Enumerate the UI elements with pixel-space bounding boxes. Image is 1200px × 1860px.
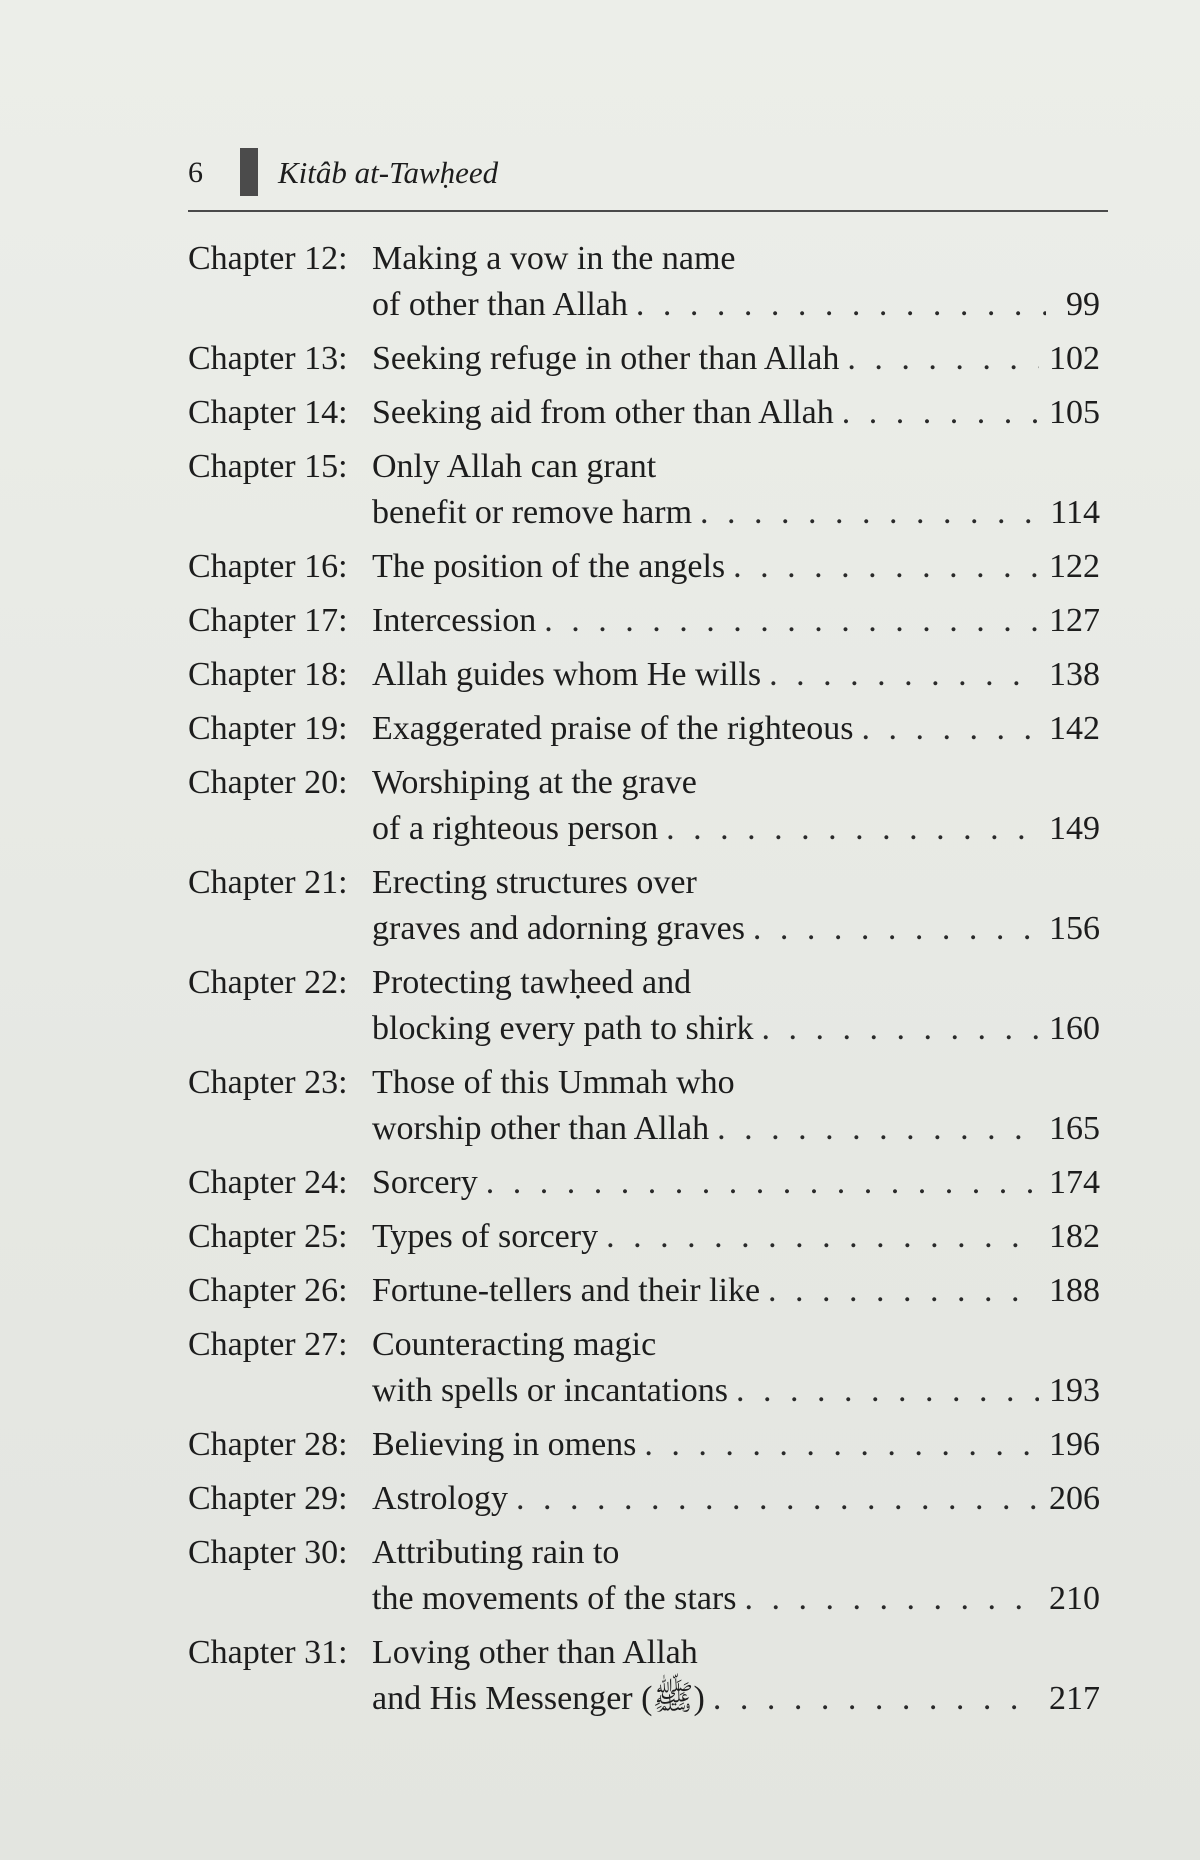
toc-line — [188, 390, 1100, 436]
page-reference: 188 — [1049, 1272, 1100, 1309]
toc-line — [188, 1630, 1100, 1676]
toc-entry — [188, 1322, 1100, 1414]
page-reference: 196 — [1049, 1426, 1100, 1463]
page-reference: 182 — [1049, 1218, 1100, 1255]
chapter-label: Chapter 17: — [188, 602, 348, 639]
page-reference: 122 — [1049, 548, 1100, 585]
toc-continuation-line — [188, 1006, 1100, 1052]
chapter-title: Fortune-tellers and their like — [372, 1272, 761, 1309]
dot-leader — [700, 490, 1040, 536]
book-title: Kitâb at-Tawḥeed — [278, 155, 499, 190]
dot-leader — [744, 1576, 1039, 1622]
chapter-title: Believing in omens — [372, 1426, 637, 1463]
toc-entry — [188, 1060, 1100, 1152]
toc-line — [188, 336, 1100, 382]
chapter-title: Astrology — [372, 1480, 508, 1517]
page-reference: 174 — [1049, 1164, 1100, 1201]
toc-line — [188, 1060, 1100, 1106]
dot-leader — [861, 706, 1039, 752]
toc-entry — [188, 1530, 1100, 1622]
chapter-label: Chapter 31: — [188, 1634, 348, 1671]
chapter-title: Making a vow in the name — [372, 240, 736, 277]
toc-entry — [188, 1630, 1100, 1722]
toc-entry — [188, 336, 1100, 382]
chapter-title-continuation: and His Messenger (ﷺ) — [372, 1680, 705, 1717]
chapter-title-continuation: benefit or remove harm — [372, 494, 693, 531]
toc-line — [188, 598, 1100, 644]
dot-leader — [713, 1676, 1039, 1722]
toc-entry — [188, 1160, 1100, 1206]
page-reference: 193 — [1049, 1372, 1100, 1409]
chapter-label: Chapter 16: — [188, 548, 348, 585]
chapter-title-continuation: graves and adorning graves — [372, 910, 745, 947]
chapter-title: Counteracting magic — [372, 1326, 657, 1363]
chapter-label: Chapter 13: — [188, 340, 348, 377]
toc-entry — [188, 706, 1100, 752]
dot-leader — [761, 1006, 1039, 1052]
page-reference: 102 — [1049, 340, 1100, 377]
page-reference: 210 — [1049, 1580, 1100, 1617]
chapter-title: Attributing rain to — [372, 1534, 620, 1571]
toc-line — [188, 1322, 1100, 1368]
chapter-title-continuation: the movements of the stars — [372, 1580, 737, 1617]
toc-line — [188, 960, 1100, 1006]
toc-line — [188, 544, 1100, 590]
toc-continuation-line — [188, 1368, 1100, 1414]
chapter-title: Worshiping at the grave — [372, 764, 697, 801]
chapter-label: Chapter 28: — [188, 1426, 348, 1463]
toc-line — [188, 1476, 1100, 1522]
toc-entry — [188, 236, 1100, 328]
chapter-title: Allah guides whom He wills — [372, 656, 762, 693]
toc-entry — [188, 1268, 1100, 1314]
chapter-title-continuation: of a righteous person — [372, 810, 659, 847]
toc-line — [188, 760, 1100, 806]
toc-entry — [188, 598, 1100, 644]
chapter-title-continuation: of other than Allah — [372, 286, 628, 323]
chapter-title: Protecting tawḥeed and — [372, 964, 692, 1001]
toc-line — [188, 1160, 1100, 1206]
dot-leader — [717, 1106, 1039, 1152]
page-reference: 149 — [1049, 810, 1100, 847]
chapter-title: Types of sorcery — [372, 1218, 599, 1255]
chapter-title: Loving other than Allah — [372, 1634, 698, 1671]
toc-entry — [188, 860, 1100, 952]
page-reference: 217 — [1049, 1680, 1100, 1717]
dot-leader — [753, 906, 1039, 952]
chapter-label: Chapter 24: — [188, 1164, 348, 1201]
dot-leader — [516, 1476, 1039, 1522]
toc-line — [188, 1268, 1100, 1314]
toc-entry — [188, 1476, 1100, 1522]
chapter-title: Intercession — [372, 602, 537, 639]
running-head-bar — [240, 148, 258, 196]
page-reference: 206 — [1049, 1480, 1100, 1517]
dot-leader — [768, 1268, 1039, 1314]
toc-line — [188, 1214, 1100, 1260]
chapter-label: Chapter 20: — [188, 764, 348, 801]
page-reference: 160 — [1049, 1010, 1100, 1047]
chapter-title: The position of the angels — [372, 548, 726, 585]
toc-entry — [188, 760, 1100, 852]
toc-continuation-line — [188, 906, 1100, 952]
toc-line — [188, 706, 1100, 752]
toc-entry — [188, 390, 1100, 436]
dot-leader — [733, 544, 1039, 590]
chapter-title: Exaggerated praise of the righteous — [372, 710, 854, 747]
toc-continuation-line — [188, 806, 1100, 852]
page-reference: 99 — [1066, 286, 1100, 323]
page-reference: 156 — [1049, 910, 1100, 947]
toc-line — [188, 1422, 1100, 1468]
chapter-label: Chapter 26: — [188, 1272, 348, 1309]
toc-entry — [188, 544, 1100, 590]
chapter-title: Only Allah can grant — [372, 448, 657, 485]
chapter-label: Chapter 15: — [188, 448, 348, 485]
chapter-title: Seeking refuge in other than Allah — [372, 340, 840, 377]
chapter-label: Chapter 23: — [188, 1064, 348, 1101]
table-of-contents — [188, 236, 1100, 1730]
toc-entry — [188, 652, 1100, 698]
page-reference: 142 — [1049, 710, 1100, 747]
chapter-label: Chapter 12: — [188, 240, 348, 277]
page-reference: 114 — [1050, 494, 1100, 531]
dot-leader — [544, 598, 1039, 644]
toc-line — [188, 236, 1100, 282]
chapter-title-continuation: worship other than Allah — [372, 1110, 710, 1147]
toc-line — [188, 1530, 1100, 1576]
page-number: 6 — [188, 156, 203, 189]
page-reference: 138 — [1049, 656, 1100, 693]
toc-continuation-line — [188, 1576, 1100, 1622]
toc-entry — [188, 1214, 1100, 1260]
chapter-title: Sorcery — [372, 1164, 478, 1201]
dot-leader — [842, 390, 1039, 436]
toc-entry — [188, 444, 1100, 536]
running-head — [188, 148, 1108, 212]
chapter-label: Chapter 14: — [188, 394, 348, 431]
toc-continuation-line — [188, 490, 1100, 536]
page-reference: 127 — [1049, 602, 1100, 639]
dot-leader — [847, 336, 1039, 382]
page-reference: 165 — [1049, 1110, 1100, 1147]
chapter-label: Chapter 22: — [188, 964, 348, 1001]
chapter-label: Chapter 19: — [188, 710, 348, 747]
toc-continuation-line — [188, 1676, 1100, 1722]
chapter-label: Chapter 18: — [188, 656, 348, 693]
page-reference: 105 — [1049, 394, 1100, 431]
chapter-title: Erecting structures over — [372, 864, 697, 901]
toc-continuation-line — [188, 1106, 1100, 1152]
chapter-title: Those of this Ummah who — [372, 1064, 735, 1101]
chapter-label: Chapter 21: — [188, 864, 348, 901]
chapter-label: Chapter 29: — [188, 1480, 348, 1517]
toc-line — [188, 652, 1100, 698]
toc-entry — [188, 1422, 1100, 1468]
dot-leader — [486, 1160, 1039, 1206]
chapter-title-continuation: blocking every path to shirk — [372, 1010, 754, 1047]
dot-leader — [736, 1368, 1039, 1414]
dot-leader — [644, 1422, 1039, 1468]
chapter-title: Seeking aid from other than Allah — [372, 394, 834, 431]
toc-line — [188, 444, 1100, 490]
dot-leader — [666, 806, 1039, 852]
chapter-label: Chapter 25: — [188, 1218, 348, 1255]
dot-leader — [636, 282, 1046, 328]
dot-leader — [769, 652, 1039, 698]
toc-continuation-line — [188, 282, 1100, 328]
chapter-title-continuation: with spells or incantations — [372, 1372, 729, 1409]
toc-entry — [188, 960, 1100, 1052]
toc-line — [188, 860, 1100, 906]
chapter-label: Chapter 30: — [188, 1534, 348, 1571]
dot-leader — [606, 1214, 1039, 1260]
chapter-label: Chapter 27: — [188, 1326, 348, 1363]
